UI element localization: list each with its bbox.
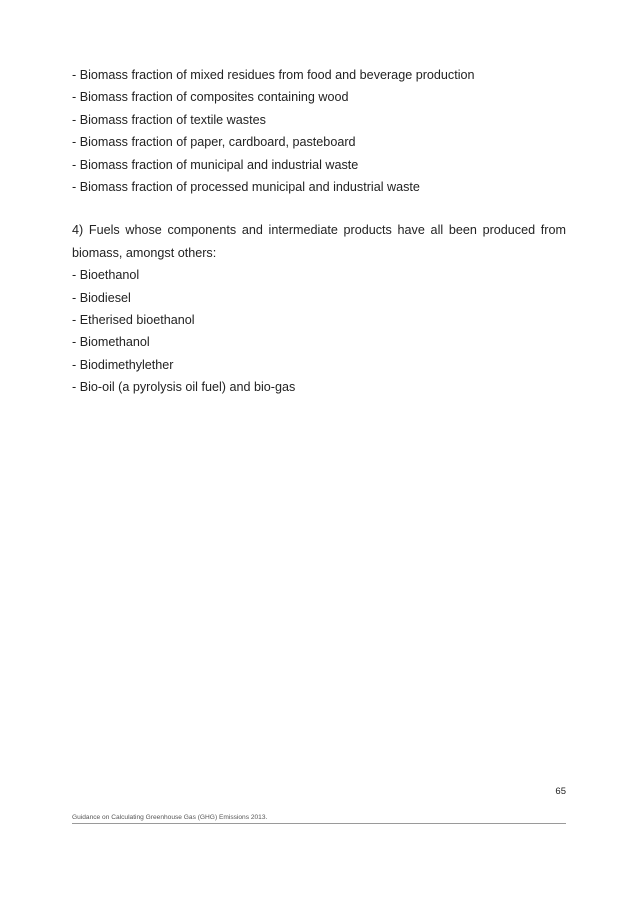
list-item: - Biomass fraction of textile wastes xyxy=(72,112,266,127)
list-item: - Biomass fraction of processed municipal and industrial waste xyxy=(72,180,420,195)
list-item: - Biodimethylether xyxy=(72,357,174,372)
footer-divider xyxy=(72,823,566,824)
paragraph-gap xyxy=(72,198,566,219)
list-item: - Biomass fraction of paper, cardboard, pasteboard xyxy=(72,135,356,150)
list-item: - Biomass fraction of composites containing wood xyxy=(72,90,349,105)
list-item: - Biomass fraction of municipal and industrial waste xyxy=(72,157,359,172)
list-item: - Etherised bioethanol xyxy=(72,313,195,328)
list-item: - Bio-oil (a pyrolysis oil fuel) and bio-gas xyxy=(72,380,296,395)
page-content xyxy=(72,64,566,399)
footer-citation: Guidance on Calculating Greenhouse Gas (GHG) Emissions 2013. xyxy=(72,814,268,821)
section-4-intro: 4) Fuels whose components and intermediate products have all been produced from biomass, amongst others: xyxy=(72,223,566,260)
list-item: - Biomass fraction of mixed residues from food and beverage production xyxy=(72,68,475,82)
list-item: - Bioethanol xyxy=(72,268,140,283)
list-item: - Biodiesel xyxy=(72,290,131,305)
list-item: - Biomethanol xyxy=(72,335,150,350)
page-number: 65 xyxy=(555,786,566,797)
